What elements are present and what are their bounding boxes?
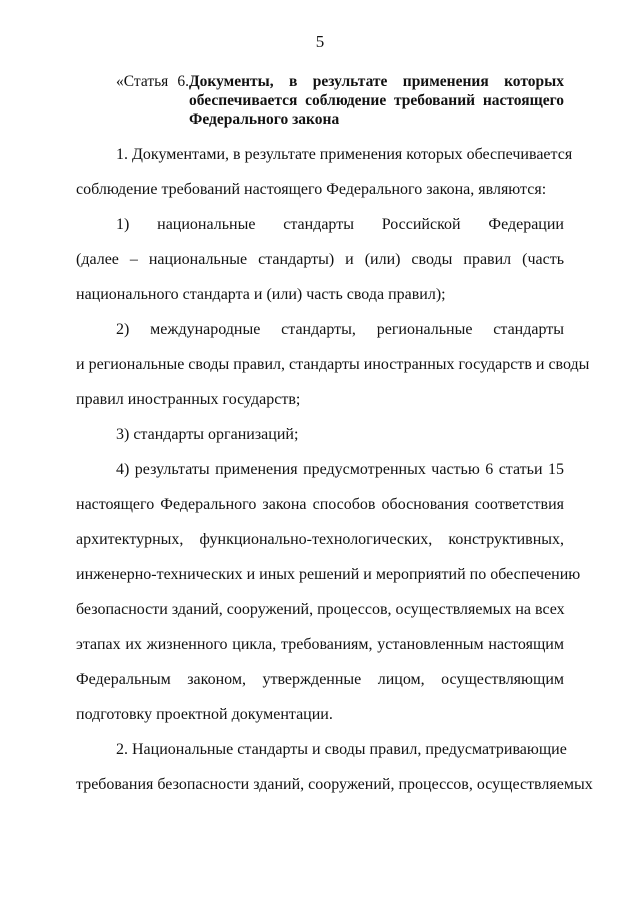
paragraph-1-line-1: 1. Документами, в результате применения которых обеспечивается — [116, 146, 573, 163]
article-title-part-2: обеспечивается соблюдение требований настоящего — [189, 92, 564, 109]
item-2-line-3: правил иностранных государств; — [76, 391, 301, 408]
item-3-line-1: 3) стандарты организаций; — [116, 426, 299, 443]
item-4-line-8: подготовку проектной документации. — [76, 706, 333, 723]
item-2-line-2: и региональные своды правил, стандарты иностранных государств и своды — [76, 356, 590, 373]
paragraph-2-line-2: требования безопасности зданий, сооружений, процессов, осуществляемых — [76, 776, 593, 793]
article-heading — [116, 72, 564, 129]
item-4-line-7: Федеральным законом, утвержденные лицом, осуществляющим — [76, 671, 564, 688]
item-4-line-4: инженерно-технических и иных решений и мероприятий по обеспечению — [76, 566, 581, 583]
item-1-line-1: 1) национальные стандарты Российской Федерации — [116, 216, 564, 233]
article-title-part-1: Документы, в результате применения которых — [189, 73, 564, 90]
paragraph-1-line-2: соблюдение требований настоящего Федерального закона, являются: — [76, 181, 547, 198]
item-2-line-1: 2) международные стандарты, региональные стандарты — [116, 321, 564, 338]
item-4-line-2: настоящего Федерального закона способов обоснования соответствия — [76, 496, 564, 513]
item-4-line-6: этапах их жизненного цикла, требованиям, установленным настоящим — [76, 636, 564, 653]
paragraph-2-line-1: 2. Национальные стандарты и своды правил, предусматривающие — [116, 741, 567, 758]
item-1-line-3: национального стандарта и (или) часть свода правил); — [76, 286, 446, 303]
article-label: «Статья 6. — [116, 73, 189, 90]
article-heading-line-1 — [116, 72, 564, 91]
item-4-line-3: архитектурных, функционально-технологических, конструктивных, — [76, 531, 564, 548]
item-4-line-1: 4) результаты применения предусмотренных частью 6 статьи 15 — [116, 461, 564, 478]
item-4-line-5: безопасности зданий, сооружений, процессов, осуществляемых на всех — [76, 601, 565, 618]
article-title-part-3: Федерального закона — [189, 111, 340, 128]
item-1-line-2: (далее – национальные стандарты) и (или) своды правил (часть — [76, 251, 564, 268]
page-number: 5 — [315, 32, 325, 51]
